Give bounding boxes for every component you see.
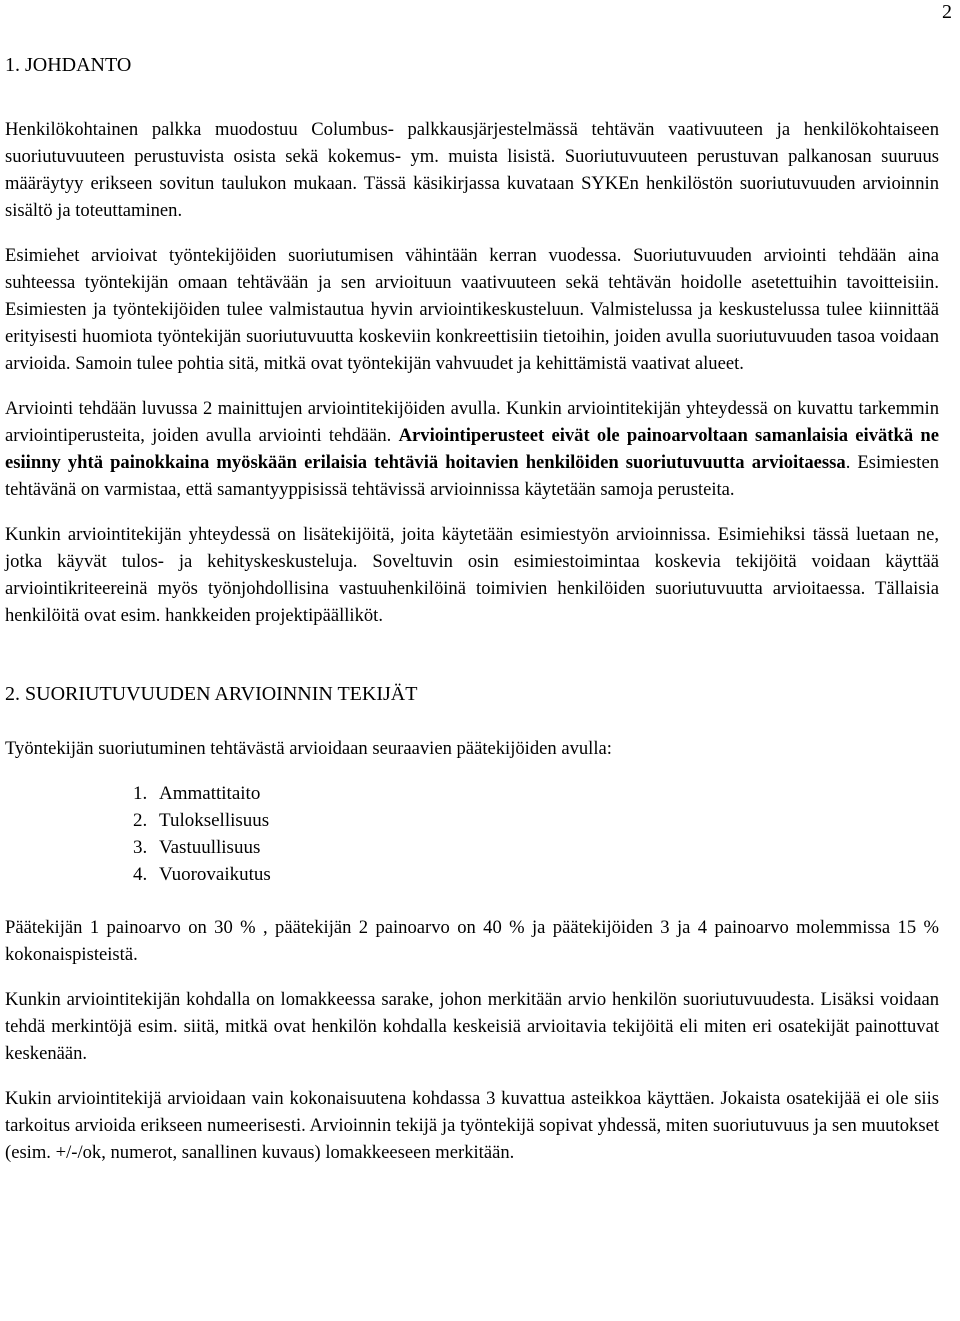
section-1-paragraph-4: Kunkin arviointitekijän yhteydessä on lisätekijöitä, joita käytetään esimiestyön arvioinnissa. Esimiehiksi tässä luetaan ne, jotka käyvät tulos- ja kehityskeskusteluja. Soveltuvin osin esimiestoimintaa koskevia tekijöitä voidaan käyttää arviointikriteereinä myös työnjohdollisina vastuuhenkilöinä toimivien henkilöiden suoriutuvuutta arvioitaessa. Tällaisia henkilöitä ovat esim. hankkeiden projektipäälliköt.: [5, 524, 939, 626]
weights-paragraph: Päätekijän 1 painoarvo on 30 % , päätekijän 2 painoarvo on 40 % ja päätekijöiden 3 ja 4 painoarvo molemmissa 15 % kokonaispisteistä.: [5, 917, 939, 965]
page-number: 2: [942, 1, 952, 23]
list-item-number: 3.: [133, 837, 148, 858]
main-factor-list: [5, 780, 939, 888]
scale-paragraph: Kukin arviointitekijä arvioidaan vain kokonaisuutena kohdassa 3 kuvattua asteikkoa käyttäen. Jokaista osatekijää ei ole siis tarkoitus arvioida erikseen numeerisesti. Arvioinnin tekijä ja työntekijä sopivat yhdessä, miten suoriutuvuus ja sen muutokset (esim. +/-/ok, numerot, sanallinen kuvaus) lomakkeeseen merkitään.: [5, 1088, 939, 1163]
section-1-heading: 1. JOHDANTO: [5, 54, 132, 76]
list-item-number: 4.: [133, 864, 148, 885]
list-item-label: Tuloksellisuus: [159, 810, 270, 831]
document-body: [5, 52, 939, 1166]
list-item-label: Ammattitaito: [159, 783, 261, 804]
paragraph-3-bold-emphasis: Arviointiperusteet eivät ole painoarvoltaan samanlaisia eivätkä ne esiinny yhtä painokkaina myöskään erilaisia tehtäviä hoitavien henkilöiden suoriutuvuutta arvioitaessa: [5, 425, 939, 473]
section-1-paragraph-1: Henkilökohtainen palkka muodostuu Columbus- palkkausjärjestelmässä tehtävän vaativuuteen ja henkilökohtaiseen suoriutuvuuteen perustuvista osista sekä kokemus- ym. muista lisistä. Suoriutuvuuteen perustuvan palkanosan suuruus määräytyy erikseen sovitun taulukon mukaan. Tässä käsikirjassa kuvataan SYKEn henkilöstön suoriutuvuuden arvioinnin sisältö ja toteuttaminen.: [5, 119, 939, 221]
section-2-heading: 2. SUORIUTUVUUDEN ARVIOINNIN TEKIJÄT: [5, 683, 418, 705]
list-item-number: 2.: [133, 810, 148, 831]
list-item-label: Vuorovaikutus: [159, 864, 271, 885]
section-1-paragraph-2: Esimiehet arvioivat työntekijöiden suoriutumisen vähintään kerran vuodessa. Suoriutuvuuden arviointi tehdään aina suhteessa työntekijän omaan tehtävään ja sen arvioituun vaativuuteen sekä tehtävän hoidolle asetettuihin tavoitteisiin. Esimiesten ja työntekijöiden tulee valmistautua hyvin arviointikeskusteluun. Valmistelussa ja keskustelussa tulee kiinnittää erityisesti huomiota työntekijän suoriutuvuutta koskeviin konkreettisiin tietoihin, joiden avulla suoriutuvuuden tasoa voidaan arvioida. Samoin tulee pohtia sitä, mitkä ovat työntekijän vahvuudet ja kehittämistä vaativat alueet.: [5, 245, 939, 374]
section-1-paragraph-3: [5, 395, 939, 503]
form-column-paragraph: Kunkin arviointitekijän kohdalla on lomakkeessa sarake, johon merkitään arvio henkilön suoriutuvuudesta. Lisäksi voidaan tehdä merkintöjä esim. siitä, mitkä ovat henkilön kohdalla keskeisiä arvioitavia tekijöitä eli miten eri osatekijät painottuvat keskenään.: [5, 989, 939, 1064]
list-item: [133, 834, 939, 861]
list-item-label: Vastuullisuus: [159, 837, 261, 858]
section-2-intro: Työntekijän suoriutuminen tehtävästä arvioidaan seuraavien päätekijöiden avulla:: [5, 738, 612, 759]
paragraph-3-intro-text: Arviointi tehdään luvussa 2 mainittujen arviointitekijöiden avulla. Kunkin arviointitekijän yhteydessä on kuvattu tarkemmin arviointiperusteita, joiden avulla arviointi tehdään.: [5, 398, 939, 446]
paragraph-3-closing-text: . Esimiesten tehtävänä on varmistaa, että samantyyppisissä tehtävissä arvioinnissa käytetään samoja perusteita.: [5, 452, 940, 500]
list-item: [133, 861, 939, 888]
list-item: [133, 780, 939, 807]
list-item: [133, 807, 939, 834]
list-item-number: 1.: [133, 783, 148, 804]
